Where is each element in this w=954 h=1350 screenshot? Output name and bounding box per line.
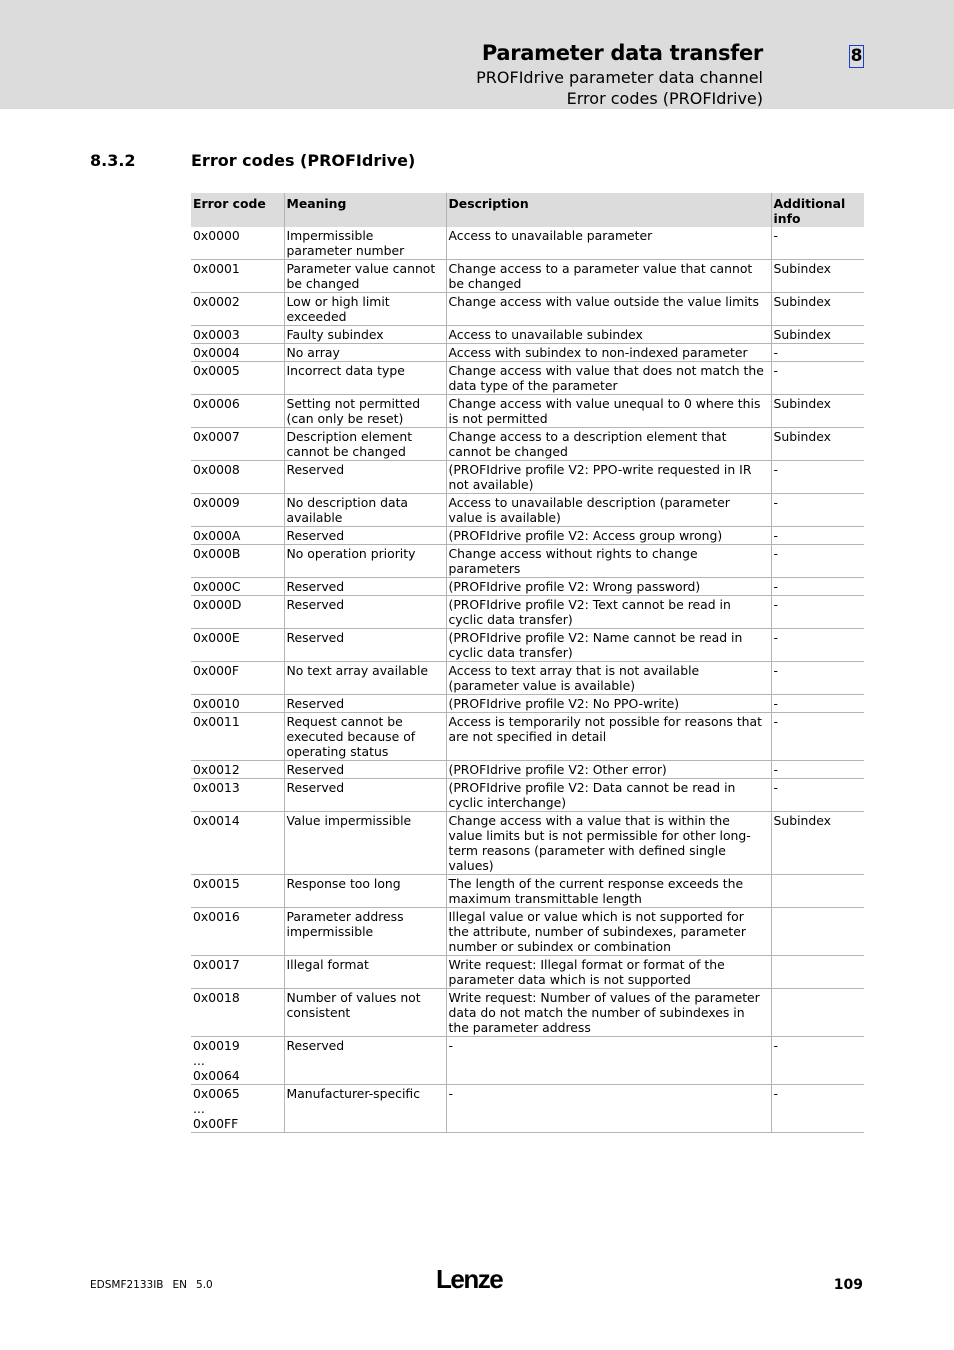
cell-error-code: 0x0018 bbox=[191, 989, 284, 1037]
cell-additional-info: - bbox=[771, 578, 864, 596]
cell-meaning: Incorrect data type bbox=[284, 362, 446, 395]
cell-description: Access to text array that is not available (parameter value is available) bbox=[446, 662, 771, 695]
page-number: 109 bbox=[833, 1277, 863, 1293]
table-row bbox=[191, 779, 864, 812]
cell-additional-info: Subindex bbox=[771, 326, 864, 344]
cell-description: - bbox=[446, 1037, 771, 1085]
cell-meaning: Parameter address impermissible bbox=[284, 908, 446, 956]
table-row bbox=[191, 494, 864, 527]
cell-description: (PROFIdrive profile V2: No PPO-write) bbox=[446, 695, 771, 713]
cell-meaning: Illegal format bbox=[284, 956, 446, 989]
cell-error-code: 0x0004 bbox=[191, 344, 284, 362]
cell-additional-info: - bbox=[771, 461, 864, 494]
cell-additional-info: - bbox=[771, 1037, 864, 1085]
cell-description: Access with subindex to non-indexed parameter bbox=[446, 344, 771, 362]
cell-meaning: No operation priority bbox=[284, 545, 446, 578]
header-band bbox=[0, 0, 954, 109]
cell-additional-info: - bbox=[771, 629, 864, 662]
cell-additional-info: - bbox=[771, 662, 864, 695]
cell-meaning: Faulty subindex bbox=[284, 326, 446, 344]
table-row bbox=[191, 293, 864, 326]
cell-error-code: 0x0008 bbox=[191, 461, 284, 494]
table-row bbox=[191, 989, 864, 1037]
cell-error-code: 0x0005 bbox=[191, 362, 284, 395]
cell-meaning: Setting not permitted (can only be reset) bbox=[284, 395, 446, 428]
table-row bbox=[191, 395, 864, 428]
cell-additional-info: Subindex bbox=[771, 812, 864, 875]
cell-description: (PROFIdrive profile V2: Wrong password) bbox=[446, 578, 771, 596]
error-codes-table bbox=[191, 193, 864, 1133]
cell-error-code: 0x0001 bbox=[191, 260, 284, 293]
cell-description: - bbox=[446, 1085, 771, 1133]
cell-error-code: 0x000E bbox=[191, 629, 284, 662]
table-row bbox=[191, 227, 864, 260]
cell-additional-info: - bbox=[771, 227, 864, 260]
cell-additional-info: Subindex bbox=[771, 293, 864, 326]
table-row bbox=[191, 344, 864, 362]
cell-meaning: Low or high limit exceeded bbox=[284, 293, 446, 326]
cell-additional-info: Subindex bbox=[771, 428, 864, 461]
cell-description: Change access with value unequal to 0 where this is not permitted bbox=[446, 395, 771, 428]
cell-description: Change access without rights to change parameters bbox=[446, 545, 771, 578]
cell-meaning: Request cannot be executed because of operating status bbox=[284, 713, 446, 761]
cell-meaning: Reserved bbox=[284, 596, 446, 629]
cell-error-code: 0x0006 bbox=[191, 395, 284, 428]
lenze-logo: Lenze bbox=[436, 1264, 503, 1294]
section-title: Error codes (PROFIdrive) bbox=[191, 151, 416, 170]
table-body bbox=[191, 227, 864, 1133]
cell-additional-info: - bbox=[771, 344, 864, 362]
cell-description: Write request: Illegal format or format of the parameter data which is not supported bbox=[446, 956, 771, 989]
cell-meaning: Reserved bbox=[284, 578, 446, 596]
cell-error-code: 0x000B bbox=[191, 545, 284, 578]
cell-description: The length of the current response exceeds the maximum transmittable length bbox=[446, 875, 771, 908]
table-row bbox=[191, 461, 864, 494]
cell-meaning: Manufacturer-specific bbox=[284, 1085, 446, 1133]
page-subtitle-section: Error codes (PROFIdrive) bbox=[566, 89, 763, 108]
cell-description: (PROFIdrive profile V2: Access group wrong) bbox=[446, 527, 771, 545]
cell-error-code: 0x0016 bbox=[191, 908, 284, 956]
table-row bbox=[191, 260, 864, 293]
cell-meaning: Reserved bbox=[284, 779, 446, 812]
table-row bbox=[191, 578, 864, 596]
cell-description: (PROFIdrive profile V2: Name cannot be read in cyclic data transfer) bbox=[446, 629, 771, 662]
cell-description: (PROFIdrive profile V2: Text cannot be read in cyclic data transfer) bbox=[446, 596, 771, 629]
cell-error-code: 0x0013 bbox=[191, 779, 284, 812]
page-title: Parameter data transfer bbox=[481, 41, 763, 65]
cell-error-code: 0x0007 bbox=[191, 428, 284, 461]
table-row bbox=[191, 908, 864, 956]
cell-meaning: Reserved bbox=[284, 461, 446, 494]
cell-description: Access to unavailable subindex bbox=[446, 326, 771, 344]
doc-version: 5.0 bbox=[196, 1279, 213, 1291]
cell-description: Access to unavailable description (parameter value is available) bbox=[446, 494, 771, 527]
doc-language: EN bbox=[172, 1279, 188, 1291]
cell-description: (PROFIdrive profile V2: Data cannot be read in cyclic interchange) bbox=[446, 779, 771, 812]
cell-additional-info bbox=[771, 989, 864, 1037]
table-row bbox=[191, 629, 864, 662]
footer-doc-info bbox=[90, 1279, 222, 1291]
cell-meaning: Reserved bbox=[284, 761, 446, 779]
cell-additional-info: - bbox=[771, 596, 864, 629]
cell-meaning: Number of values not consistent bbox=[284, 989, 446, 1037]
table-header-row bbox=[191, 193, 864, 227]
table-row bbox=[191, 596, 864, 629]
cell-meaning: Reserved bbox=[284, 527, 446, 545]
column-header: Meaning bbox=[284, 193, 446, 227]
column-header: Error code bbox=[191, 193, 284, 227]
cell-additional-info: - bbox=[771, 761, 864, 779]
cell-additional-info: Subindex bbox=[771, 260, 864, 293]
table-row bbox=[191, 527, 864, 545]
table-row bbox=[191, 662, 864, 695]
cell-meaning: Impermissible parameter number bbox=[284, 227, 446, 260]
cell-meaning: Reserved bbox=[284, 629, 446, 662]
cell-error-code: 0x0019 ... 0x0064 bbox=[191, 1037, 284, 1085]
cell-error-code: 0x0017 bbox=[191, 956, 284, 989]
table-row bbox=[191, 545, 864, 578]
cell-additional-info: - bbox=[771, 362, 864, 395]
cell-error-code: 0x0015 bbox=[191, 875, 284, 908]
chapter-number-link[interactable]: 8 bbox=[850, 46, 863, 66]
cell-meaning: Value impermissible bbox=[284, 812, 446, 875]
table-row bbox=[191, 761, 864, 779]
cell-additional-info: - bbox=[771, 713, 864, 761]
table-row bbox=[191, 362, 864, 395]
cell-meaning: No description data available bbox=[284, 494, 446, 527]
doc-id: EDSMF2133IB bbox=[90, 1279, 164, 1291]
cell-error-code: 0x000A bbox=[191, 527, 284, 545]
cell-meaning: Parameter value cannot be changed bbox=[284, 260, 446, 293]
column-header: Additional info bbox=[771, 193, 864, 227]
cell-error-code: 0x000D bbox=[191, 596, 284, 629]
cell-error-code: 0x0003 bbox=[191, 326, 284, 344]
cell-description: Change access with a value that is within the value limits but is not permissible for other long-term reasons (parameter with defined single values) bbox=[446, 812, 771, 875]
section-number: 8.3.2 bbox=[90, 151, 136, 170]
cell-description: (PROFIdrive profile V2: Other error) bbox=[446, 761, 771, 779]
table-row bbox=[191, 428, 864, 461]
cell-meaning: No text array available bbox=[284, 662, 446, 695]
cell-description: Change access with value that does not match the data type of the parameter bbox=[446, 362, 771, 395]
cell-description: (PROFIdrive profile V2: PPO-write requested in IR not available) bbox=[446, 461, 771, 494]
cell-additional-info: - bbox=[771, 1085, 864, 1133]
table-row bbox=[191, 1085, 864, 1133]
cell-error-code: 0x000C bbox=[191, 578, 284, 596]
cell-error-code: 0x0065 ... 0x00FF bbox=[191, 1085, 284, 1133]
table-row bbox=[191, 1037, 864, 1085]
cell-description: Write request: Number of values of the parameter data do not match the number of subindexes in the parameter address bbox=[446, 989, 771, 1037]
cell-error-code: 0x0010 bbox=[191, 695, 284, 713]
cell-meaning: Reserved bbox=[284, 695, 446, 713]
cell-error-code: 0x0011 bbox=[191, 713, 284, 761]
cell-meaning: Response too long bbox=[284, 875, 446, 908]
cell-description: Change access with value outside the value limits bbox=[446, 293, 771, 326]
cell-additional-info: - bbox=[771, 545, 864, 578]
cell-additional-info bbox=[771, 875, 864, 908]
cell-description: Access to unavailable parameter bbox=[446, 227, 771, 260]
table-row bbox=[191, 956, 864, 989]
cell-additional-info bbox=[771, 956, 864, 989]
cell-description: Change access to a parameter value that cannot be changed bbox=[446, 260, 771, 293]
cell-additional-info: - bbox=[771, 494, 864, 527]
column-header: Description bbox=[446, 193, 771, 227]
cell-error-code: 0x0002 bbox=[191, 293, 284, 326]
table-row bbox=[191, 812, 864, 875]
cell-additional-info: Subindex bbox=[771, 395, 864, 428]
cell-error-code: 0x0014 bbox=[191, 812, 284, 875]
cell-meaning: Reserved bbox=[284, 1037, 446, 1085]
page-subtitle-channel: PROFIdrive parameter data channel bbox=[476, 68, 763, 87]
table-row bbox=[191, 875, 864, 908]
cell-additional-info: - bbox=[771, 695, 864, 713]
cell-error-code: 0x000F bbox=[191, 662, 284, 695]
table-row bbox=[191, 695, 864, 713]
cell-description: Illegal value or value which is not supported for the attribute, number of subindexes, parameter number or subindex or combination bbox=[446, 908, 771, 956]
cell-additional-info bbox=[771, 908, 864, 956]
cell-error-code: 0x0000 bbox=[191, 227, 284, 260]
cell-additional-info: - bbox=[771, 779, 864, 812]
cell-description: Access is temporarily not possible for reasons that are not specified in detail bbox=[446, 713, 771, 761]
cell-meaning: No array bbox=[284, 344, 446, 362]
cell-error-code: 0x0012 bbox=[191, 761, 284, 779]
cell-description: Change access to a description element that cannot be changed bbox=[446, 428, 771, 461]
table-row bbox=[191, 713, 864, 761]
cell-error-code: 0x0009 bbox=[191, 494, 284, 527]
table-row bbox=[191, 326, 864, 344]
cell-meaning: Description element cannot be changed bbox=[284, 428, 446, 461]
cell-additional-info: - bbox=[771, 527, 864, 545]
